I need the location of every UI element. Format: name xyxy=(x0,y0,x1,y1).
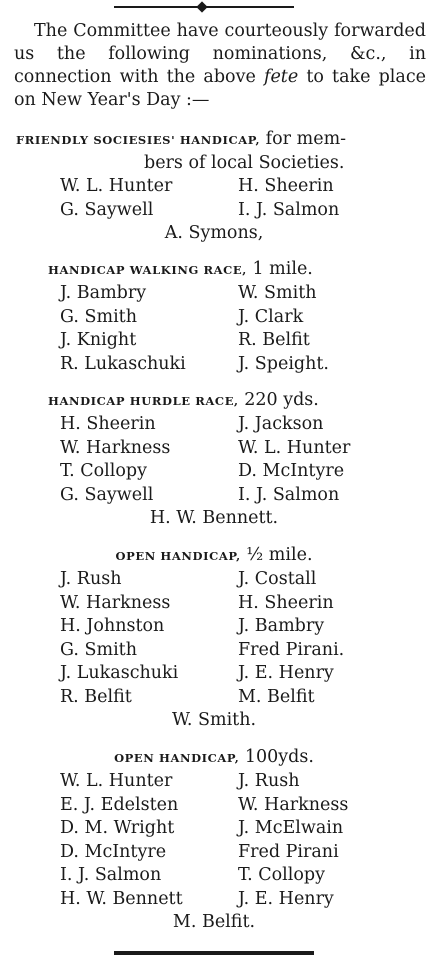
heading-caps: HANDICAP WALKING RACE, xyxy=(48,263,247,277)
entrant-right: T. Collopy xyxy=(238,865,325,885)
entrant-left: R. Lukaschuki xyxy=(60,353,186,374)
entrant-left: I. J. Salmon xyxy=(60,865,162,885)
entrant-right: J. Costall xyxy=(238,569,317,589)
entrant-row xyxy=(0,568,428,592)
entrant-right: W. L. Hunter xyxy=(238,437,351,458)
entrant-right: J. Jackson xyxy=(238,414,324,434)
heading-line2: bers of local Societies. xyxy=(144,153,345,173)
heading-rest: 1 mile. xyxy=(246,259,313,279)
entrant-left: W. Harkness xyxy=(60,592,171,613)
entrant-row xyxy=(0,794,428,818)
heading-rest: for mem- xyxy=(260,129,347,149)
entrant-row xyxy=(0,770,428,794)
entrant-row xyxy=(0,817,428,841)
entrant-right: M. Belfit xyxy=(238,686,315,707)
entrant-row xyxy=(0,615,428,639)
entrant-row xyxy=(0,460,428,484)
entrant-left: H. Sheerin xyxy=(60,414,156,434)
entrant-row xyxy=(0,841,428,865)
section-heading xyxy=(0,128,428,175)
entrant-left: W. L. Hunter xyxy=(60,176,173,196)
entrant-right: Fred Pirani. xyxy=(238,639,345,660)
entrant-last: A. Symons, xyxy=(164,223,264,243)
entrant-row xyxy=(0,282,428,306)
heading-rest: 100yds. xyxy=(239,747,314,767)
entrant-left: J. Bambry xyxy=(60,283,147,303)
entrant-right: J. Speight. xyxy=(238,353,329,374)
entrant-left: T. Collopy xyxy=(60,461,147,481)
entrant-left: W. Harkness xyxy=(60,437,171,458)
entrant-right: W. Smith xyxy=(238,283,317,303)
entrant-last: W. Smith. xyxy=(171,710,257,730)
entrant-left: D. McIntyre xyxy=(60,841,167,862)
entrant-row xyxy=(0,592,428,616)
heading-caps: FRIENDLY SOCIESIES' HANDICAP, xyxy=(16,133,261,147)
section-handicap-walking-race xyxy=(0,258,428,376)
bottom-rule xyxy=(114,951,314,955)
entrant-row xyxy=(0,329,428,353)
entrant-right: W. Harkness xyxy=(238,794,349,815)
entrant-left: H. W. Bennett xyxy=(60,888,183,909)
entrant-last: H. W. Bennett. xyxy=(149,508,279,528)
diamond-ornament-icon xyxy=(196,1,207,12)
entrant-row xyxy=(0,864,428,888)
section-heading xyxy=(0,544,428,568)
intro-paragraph xyxy=(14,20,426,112)
entrant-row xyxy=(0,484,428,508)
entrant-left: W. L. Hunter xyxy=(60,771,173,791)
intro-fete-word: fete xyxy=(263,67,299,87)
entrant-row xyxy=(0,662,428,686)
entrant-right: R. Belfit xyxy=(238,330,310,350)
entrant-right: H. Sheerin xyxy=(238,592,334,613)
entrant-left: R. Belfit xyxy=(60,686,132,707)
entrant-right: J. Rush xyxy=(238,771,300,791)
entrant-row xyxy=(0,888,428,912)
entrant-row xyxy=(0,686,428,710)
heading-rest: ½ mile. xyxy=(240,545,313,565)
intro-text-after: to take place on New Year's Day :— xyxy=(14,67,426,110)
entrant-right: I. J. Salmon xyxy=(238,484,340,505)
entrant-right: Fred Pirani xyxy=(238,841,339,862)
heading-rest: 220 yds. xyxy=(238,390,319,410)
entrant-right: J. Clark xyxy=(238,306,304,327)
section-heading xyxy=(0,746,428,770)
heading-caps: HANDICAP HURDLE RACE, xyxy=(48,394,239,408)
entrant-right: I. J. Salmon xyxy=(238,199,340,220)
section-open-handicap-half-mile xyxy=(0,544,428,733)
entrant-left: H. Johnston xyxy=(60,616,165,636)
entrant-row xyxy=(0,353,428,377)
section-friendly-societies-handicap xyxy=(0,128,428,246)
entrant-right: J. Bambry xyxy=(238,616,325,636)
entrant-left: E. J. Edelsten xyxy=(60,794,179,815)
heading-caps: OPEN HANDICAP, xyxy=(114,751,240,765)
entrant-left: G. Smith xyxy=(60,639,137,660)
entrant-left: G. Saywell xyxy=(60,199,154,220)
entrant-left: D. M. Wright xyxy=(60,818,175,838)
entrant-row xyxy=(0,437,428,461)
entrant-left: G. Smith xyxy=(60,306,137,327)
entrant-right: J. McElwain xyxy=(238,818,344,838)
entrant-right: J. E. Henry xyxy=(238,663,334,683)
section-open-handicap-100yds xyxy=(0,746,428,935)
entrant-right: D. McIntyre xyxy=(238,461,345,481)
section-handicap-hurdle-race xyxy=(0,389,428,531)
entrant-row xyxy=(0,199,428,223)
entrant-row xyxy=(0,175,428,199)
entrant-right: J. E. Henry xyxy=(238,888,334,909)
entrant-last: M. Belfit. xyxy=(172,912,256,932)
section-heading xyxy=(0,258,428,282)
entrant-row xyxy=(0,306,428,330)
top-ornament-rule xyxy=(114,6,294,8)
entrant-left: J. Knight xyxy=(60,330,137,350)
entrant-left: J. Rush xyxy=(60,569,122,589)
entrant-left: J. Lukaschuki xyxy=(60,663,179,683)
entrant-row xyxy=(0,639,428,663)
entrant-left: G. Saywell xyxy=(60,484,154,505)
entrant-right: H. Sheerin xyxy=(238,176,334,196)
heading-caps: OPEN HANDICAP, xyxy=(115,549,241,563)
entrant-row xyxy=(0,413,428,437)
intro-text-before: The Committee have courteously forwarded us the following nominations, &c., in connection with the above xyxy=(14,21,426,87)
section-heading xyxy=(0,389,428,413)
